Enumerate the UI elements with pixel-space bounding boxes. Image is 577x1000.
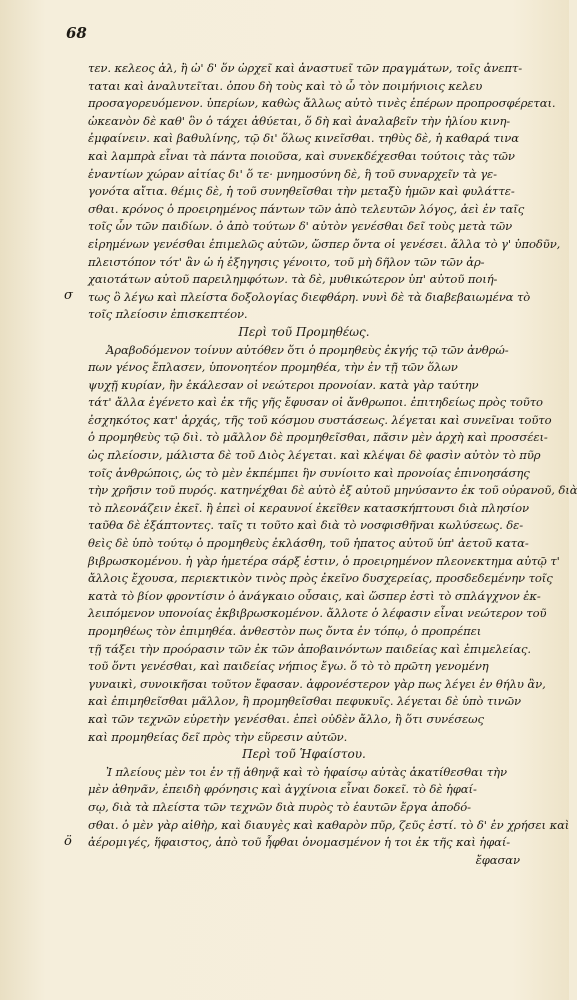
text-line: ταῦθα δὲ ἐξάπτοντες. ταῖς τι τοῦτο καὶ διὰ τὸ νοσφισθῆναι κωλύσεως. δε- (88, 518, 524, 533)
text-line: τεν. κελεος ἀλ, ἢ ὡ' δ' ὅν ὠρχεῖ καὶ ἀναστυεῖ τῶν πραγμάτων, τοῖς ἀνεπτ- (88, 61, 523, 75)
text-line: προμηθέως τὸν ἐπιμηθέα. ἀνθεστὸν πως ὄντα ἐν τόπῳ, ὁ προπρέπει (88, 624, 482, 638)
text-line: τως ὃ λέγω καὶ πλείστα δοξολογίας διεφθάρη. νυνὶ δὲ τὰ διαβεβαιωμένα τὸ (88, 289, 531, 304)
text-line: προσαγορευόμενον. ὑπερίων, καθὼς ἄλλως αὐτὸ τινὲς ἐπέρων προπροσφέρεται. (88, 96, 556, 111)
margin-mark: ö (64, 834, 72, 849)
margin-mark: σ (64, 288, 73, 303)
text-line: ἔφασαν (475, 852, 520, 867)
text-line: πων γένος ἔπλασεν, ὑπονοητέον προμηθέα, τὴν ἐν τῇ τῶν ὅλων (88, 360, 458, 375)
text-line: καὶ λαμπρὰ εἶναι τὰ πάντα ποιοῦσα, καὶ συνεκδέχεσθαι τούτοις τὰς τῶν (88, 148, 515, 163)
text-line: τὸ πλεονάζειν ἐκεῖ. ἢ ἐπεὶ οἱ κεραυνοί ἐκεῖθεν κατασκήπτουσι διὰ πλησίον (88, 500, 529, 515)
text-line: ἐναντίων χώραν αἰτίας δι' ὅ τε· μνημοσύνη δὲ, ἣ τοῦ συναρχεῖν τὰ γε- (88, 166, 497, 181)
text-line: ψυχῇ κυρίαν, ἣν ἐκάλεσαν οἱ νεώτεροι προνοίαν. κατὰ γὰρ ταύτην (88, 377, 479, 392)
text-line: πλειστόπον τότ' ἂν ὡ ἡ ἐξηγησις γένοιτο, τοῦ μὴ δῆλον τῶν τῶν ἀρ- (88, 254, 485, 269)
text-line: ὠκεανὸν δὲ καθ' ὃν ὁ τάχει ἀθύεται, ὅ δὴ καὶ ἀναλαβεῖν τὴν ἠλίου κινη- (88, 113, 511, 128)
text-line: καὶ ἐπιμηθεῖσθαι μᾶλλον, ἢ προμηθεῖσθαι πεφυκυῖς. λέγεται δὲ ὑπὸ τινῶν (88, 694, 521, 709)
text-line: γονότα αἴτια. θέμις δὲ, ἡ τοῦ συνηθεῖσθαι τὴν μεταξὺ ἡμῶν καὶ φυλάττε- (88, 184, 515, 199)
text-line: κατὰ τὸ βίον φροντίσιν ὁ ἀνάγκαιο οὖσαις, καὶ ὥσπερ ἐστὶ τὸ σπλάγχνον ἐκ- (88, 588, 541, 603)
text-line: γυναικὶ, συνοικῆσαι τοῦτον ἔφασαν. ἀφρονέστερον γὰρ πως λέγει ἐν θήλυ ἂν, (88, 676, 546, 691)
text-line: τὴν χρῆσιν τοῦ πυρός. κατηνέχθαι δὲ αὐτὸ ἐξ αὐτοῦ μηνύσαντο ἐκ τοῦ οὐρανοῦ, διὰ (88, 483, 577, 498)
text-line: εἰρημένων γενέσθαι ἐπιμελῶς αὐτῶν, ὥσπερ ὄντα οἱ γενέσει. ἄλλα τὸ γ' ὑποδῦν, (88, 236, 561, 251)
text-line: καὶ τῶν τεχνῶν εὑρετὴν γενέσθαι. ἐπεὶ οὐδὲν ἄλλο, ἢ ὅτι συνέσεως (88, 711, 484, 726)
page-number: 68 (66, 24, 87, 42)
text-line: τάτ' ἄλλα ἐγένετο καὶ ἐκ τῆς γῆς ἔφυσαν οἱ ἄνθρωποι. ἐπιτηδείως πρὸς τοῦτο (88, 395, 543, 410)
text-line: ἐσχηκότος κατ' ἀρχάς, τῆς τοῦ κόσμου συστάσεως. λέγεται καὶ συνεῖναι τοῦτο (88, 412, 552, 427)
text-line: σθαι. κρόνος ὁ προειρημένος πάντων τῶν ἀπὸ τελευτῶν λόγος, ἀεὶ ἐν ταῖς (88, 201, 525, 216)
text-line: Ἀραβοδόμενον τοίνυν αὐτόθεν ὅτι ὁ προμηθεὺς ἐκγής τῷ τῶν ἀνθρώ- (106, 342, 509, 357)
text-line: ὁ προμηθεὺς τῷ διὶ. τὸ μᾶλλον δὲ προμηθεῖσθαι, πᾶσιν μὲν ἀρχὴ καὶ προσσέει- (88, 430, 548, 445)
text-line: τοῦ ὅντι γενέσθαι, καὶ παιδείας νήπιος ἔγω. ὅ τὸ τὸ πρῶτη γενομένη (88, 659, 489, 674)
paragraph-intro (88, 60, 561, 324)
text-line: Ἰ πλείους μὲν τοι ἐν τῇ ἀθηνᾷ καὶ τὸ ἡφαίσῳ αὐτὰς ἀκατίθεσθαι τὴν (106, 764, 507, 779)
text-line: θεὶς δὲ ὑπὸ τούτῳ ὁ προμηθεὺς ἐκλάσθη, τοῦ ἡπατος αὐτοῦ ὑπ' ἀετοῦ κατα- (88, 536, 529, 551)
page-text (88, 60, 577, 869)
text-line: ταται καὶ ἀναλυτεῖται. ὁπου δὴ τοὺς καὶ τὸ ὦ τὸν ποιμήνιοις κελευ (88, 78, 483, 93)
paragraph-hephaestus (88, 764, 570, 870)
text-line: τοῖς ἀνθρώποις, ὡς τὸ μὲν ἐκπέμπει ἣν συνίοιτο καὶ προνοίας ἐπινοησάσης (88, 465, 530, 480)
text-line: καὶ προμηθείας δεῖ πρὸς τὴν εὕρεσιν αὐτῶν. (88, 729, 348, 744)
section-heading-hephaestus: Περὶ τοῦ Ἡφαίστου. (242, 747, 366, 762)
text-line: τοῖς πλείοσιν ἐπισκεπτέον. (88, 307, 248, 322)
text-line: ἐμφαίνειν. καὶ βαθυλίνης, τῷ δι' ὅλως κινεῖσθαι. τηθὺς δὲ, ἡ καθαρά τινα (88, 131, 519, 146)
section-heading-prometheus: Περὶ τοῦ Προμηθέως. (238, 324, 370, 339)
text-line: τοῖς ὧν τῶν παιδίων. ὁ ἀπὸ τούτων δ' αὐτὸν γενέσθαι δεῖ τοὺς μετὰ τῶν (88, 219, 513, 234)
text-line: ἀέρομιγές, ἥφαιστος, ἀπὸ τοῦ ἧφθαι ὀνομασμένον ἡ τοι ἐκ τῆς καὶ ἡφαί- (88, 835, 511, 850)
text-line: σθαι. ὁ μὲν γὰρ αἰθὴρ, καὶ διαυγὲς καὶ καθαρὸν πῦρ, ζεῦς ἐστί. τὸ δ' ἐν χρήσει καὶ (88, 817, 570, 832)
text-line: ὡς πλείοσιν, μάλιστα δὲ τοῦ Διὸς λέγεται. καὶ κλέψαι δὲ φασὶν αὐτὸν τὸ πῦρ (88, 448, 541, 463)
text-line: σῳ, διὰ τὰ πλείστα τῶν τεχνῶν διὰ πυρὸς τὸ ἑαυτῶν ἔργα ἀποδό- (88, 799, 471, 814)
text-line: χαιοτάτων αὐτοῦ παρειλημφότων. τὰ δὲ, μυθικώτερον ὑπ' αὐτοῦ ποιή- (88, 272, 498, 287)
text-line: βιβρωσκομένου. ἡ γὰρ ἡμετέρα σάρξ ἐστιν, ὁ προειρημένον πλεονεκτημα αὐτῷ τ' (88, 553, 560, 568)
text-line: τῇ τάξει τὴν προόρασιν τῶν ἐκ τῶν ἀποβαινόντων παιδείας καὶ ἐπιμελείας. (88, 641, 531, 656)
text-line: μὲν ἀθηνᾶν, ἐπειδὴ φρόνησις καὶ ἀγχίνοια εἶναι δοκεῖ. τὸ δὲ ἡφαί- (88, 782, 477, 797)
text-line: ἄλλοις ἔχουσα, περιεκτικὸν τινὸς πρὸς ἐκεῖνο δυσχερείας, προσδεδεμένην τοῖς (88, 571, 553, 586)
paragraph-prometheus (88, 342, 577, 747)
text-line: λειπόμενον υπονοίας ἐκβιβρωσκομένον. ἄλλοτε ὁ λέφασιν εἶναι νεώτερον τοῦ (88, 606, 547, 621)
